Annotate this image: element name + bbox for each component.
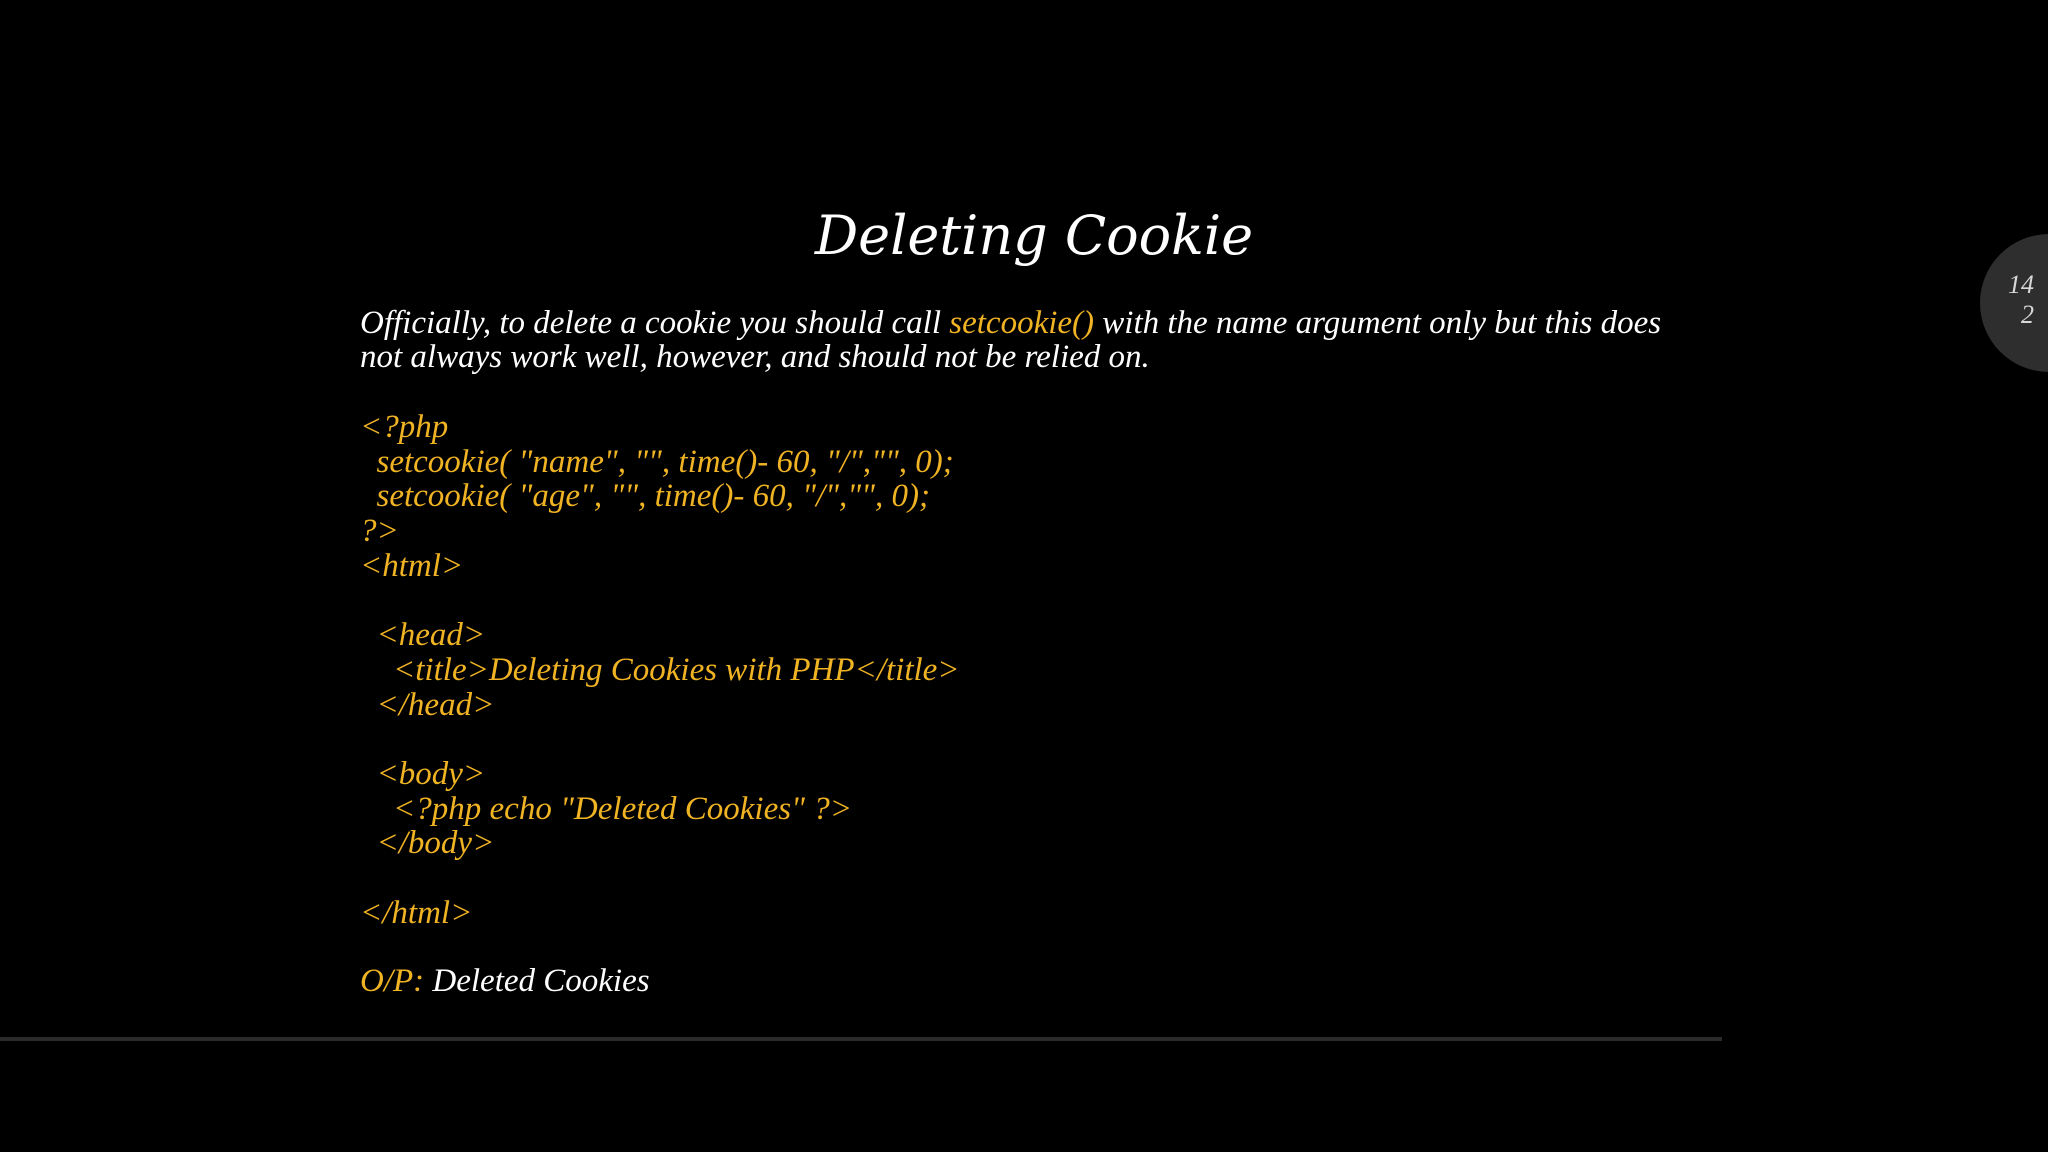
code-line: </html> — [360, 894, 473, 931]
page-number-line-2: 2 — [2021, 300, 2034, 329]
intro-function-name: setcookie() — [949, 305, 1095, 341]
code-line: <html> — [360, 547, 464, 584]
code-line: <?php echo "Deleted Cookies" ?> — [360, 790, 852, 827]
code-line — [360, 722, 1690, 757]
intro-text-after: with the name argument only but this does not always work well, however, and should not be relied on. — [360, 305, 1662, 375]
output-label: O/P: — [360, 963, 425, 1000]
intro-paragraph — [360, 306, 1690, 374]
code-line: setcookie( "age", "", time()- 60, "/","", 0); — [360, 478, 930, 515]
code-line: <title>Deleting Cookies with PHP</title> — [360, 651, 960, 688]
page-number — [2004, 270, 2034, 330]
slide-title: Deleting Cookie — [814, 204, 1254, 267]
slide-content — [360, 306, 1690, 998]
code-line: <body> — [360, 755, 486, 792]
output-value: Deleted Cookies — [432, 963, 650, 1000]
code-line — [360, 861, 1690, 896]
code-line: <?php — [360, 409, 449, 445]
intro-text-before: Officially, to delete a cookie you should call — [360, 305, 950, 341]
code-line — [360, 583, 1690, 618]
code-line: <head> — [360, 617, 486, 654]
code-block — [360, 410, 1690, 930]
code-line: setcookie( "name", "", time()- 60, "/","", 0); — [360, 443, 954, 480]
code-line: ?> — [360, 513, 399, 550]
page-number-line-1: 14 — [2008, 270, 2034, 299]
code-line: </body> — [360, 825, 495, 862]
progress-divider — [0, 1037, 1722, 1041]
code-line: </head> — [360, 686, 495, 723]
output-line — [360, 964, 1690, 998]
